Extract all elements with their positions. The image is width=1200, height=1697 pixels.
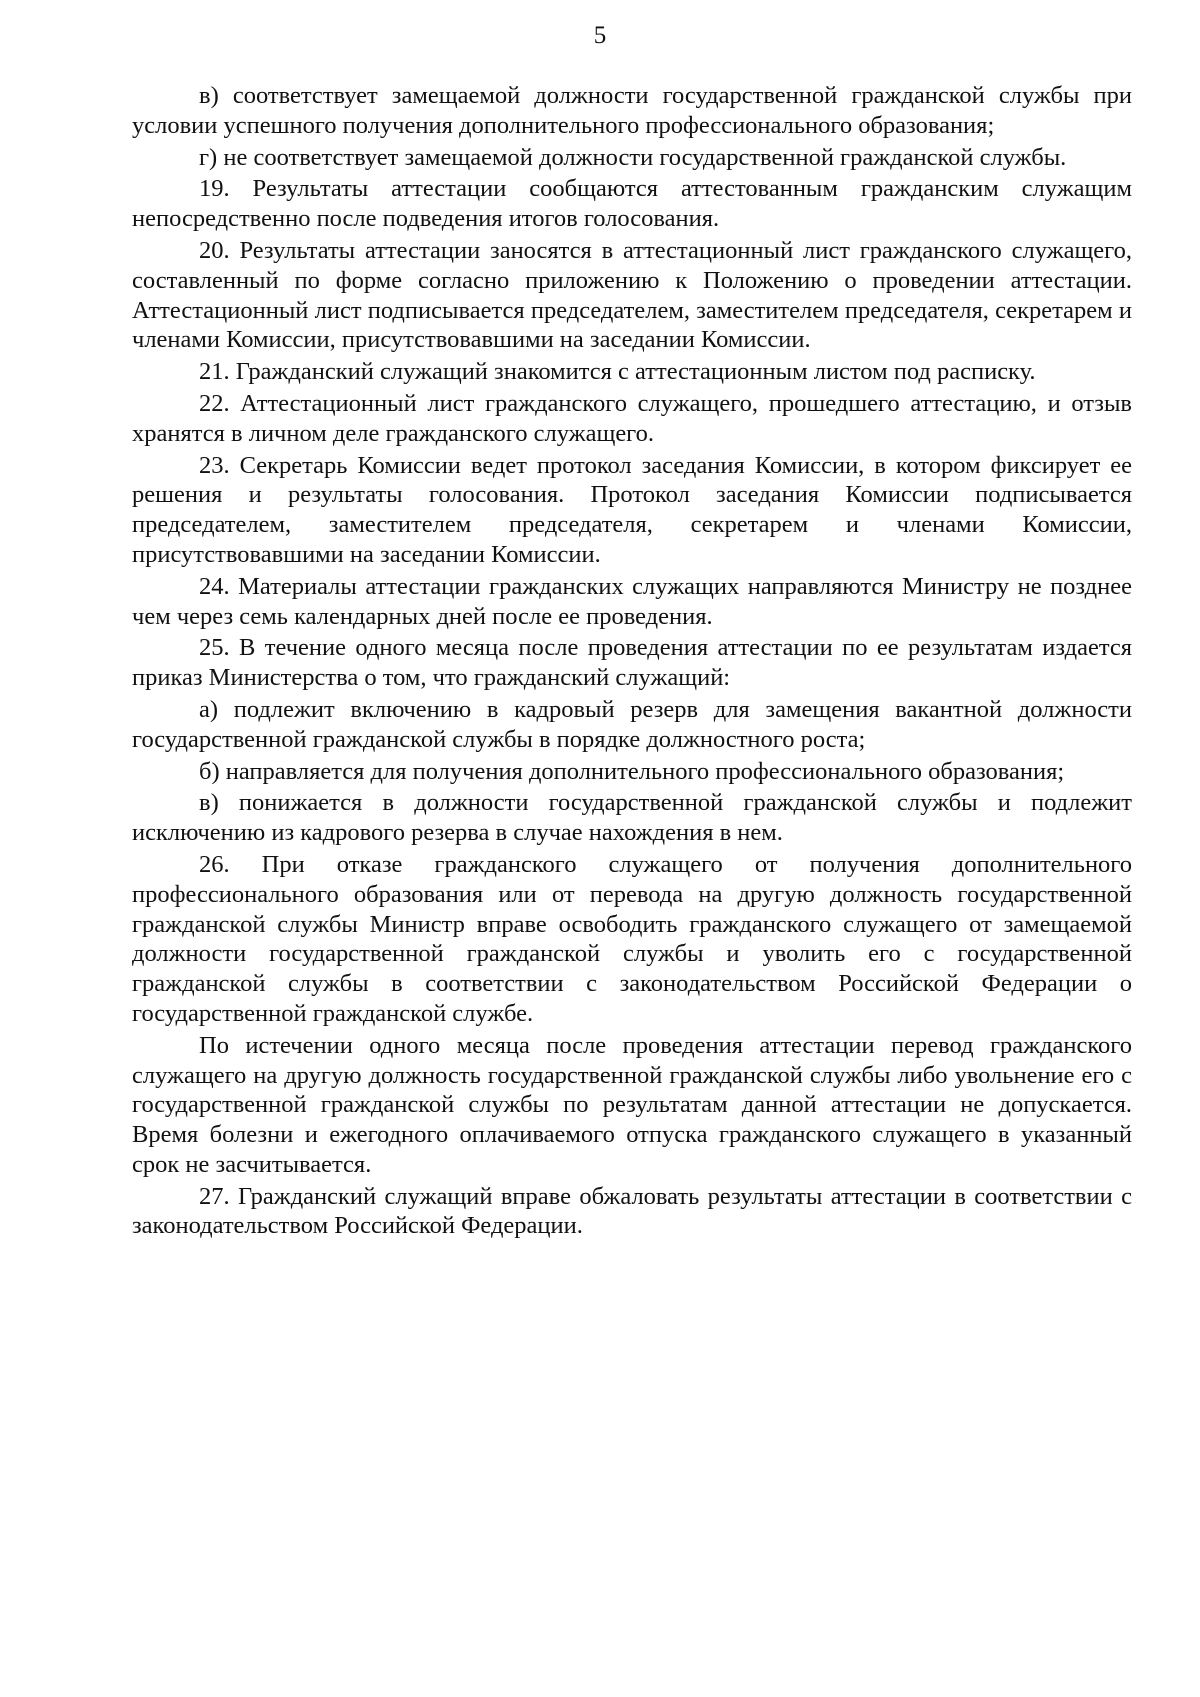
paragraph-21: 21. Гражданский служащий знакомится с аттестационным листом под расписку. xyxy=(199,358,1036,386)
paragraph-20: 20. Результаты аттестации заносятся в аттестационный лист гражданского служащего, составленный по форме согласно приложению к Положению о проведении аттестации. Аттестационный лист подписывается председателем, заместителем председателя, секретарем и членами Комиссии, присутствовавшими на заседании Комиссии. xyxy=(132,236,1132,354)
paragraph-27: 27. Гражданский служащий вправе обжаловать результаты аттестации в соответствии с законодательством Российской Федерации. xyxy=(132,1182,1132,1240)
paragraph-25: 25. В течение одного месяца после проведения аттестации по ее результатам издается приказ Министерства о том, что гражданский служащий: xyxy=(132,634,1132,692)
paragraph-item-g: г) не соответствует замещаемой должности государственной гражданской службы. xyxy=(199,143,1067,171)
paragraph-22: 22. Аттестационный лист гражданского служащего, прошедшего аттестацию, и отзыв хранятся в личном деле гражданского служащего. xyxy=(132,389,1132,447)
paragraph-19: 19. Результаты аттестации сообщаются аттестованным гражданским служащим непосредственно после подведения итогов голосования. xyxy=(132,175,1132,233)
paragraph-26: 26. При отказе гражданского служащего от получения дополнительного профессионального образования или от перевода на другую должность государственной гражданской службы Министр вправе освободить гражданского служащего от замещаемой должности государственной гражданской службы и уволить его с государственной гражданской службы в соответствии с законодательством Российской Федерации о государственной гражданской службе. xyxy=(132,850,1132,1027)
paragraph-25-item-b: б) направляется для получения дополнительного профессионального образования; xyxy=(199,757,1065,785)
page-number: 5 xyxy=(593,22,607,49)
paragraph-24: 24. Материалы аттестации гражданских служащих направляются Министру не позднее чем через семь календарных дней после ее проведения. xyxy=(132,572,1132,630)
document-body xyxy=(132,81,1132,1241)
paragraph-25-item-v: в) понижается в должности государственной гражданской службы и подлежит исключению из кадрового резерва в случае нахождения в нем. xyxy=(132,789,1132,847)
paragraph-25-item-a: а) подлежит включению в кадровый резерв для замещения вакантной должности государственной гражданской службы в порядке должностного роста; xyxy=(132,695,1132,753)
paragraph-23: 23. Секретарь Комиссии ведет протокол заседания Комиссии, в котором фиксирует ее решения и результаты голосования. Протокол заседания Комиссии подписывается председателем, заместителем председателя, секретарем и членами Комиссии, присутствовавшими на заседании Комиссии. xyxy=(132,451,1132,568)
paragraph-26-continuation: По истечении одного месяца после проведения аттестации перевод гражданского служащего на другую должность государственной гражданской службы либо увольнение его с государственной гражданской службы по результатам данной аттестации не допускается. Время болезни и ежегодного оплачиваемого отпуска гражданского служащего в указанный срок не засчитывается. xyxy=(132,1031,1132,1178)
paragraph-item-v: в) соответствует замещаемой должности государственной гражданской службы при условии успешного получения дополнительного профессионального образования; xyxy=(132,82,1132,139)
